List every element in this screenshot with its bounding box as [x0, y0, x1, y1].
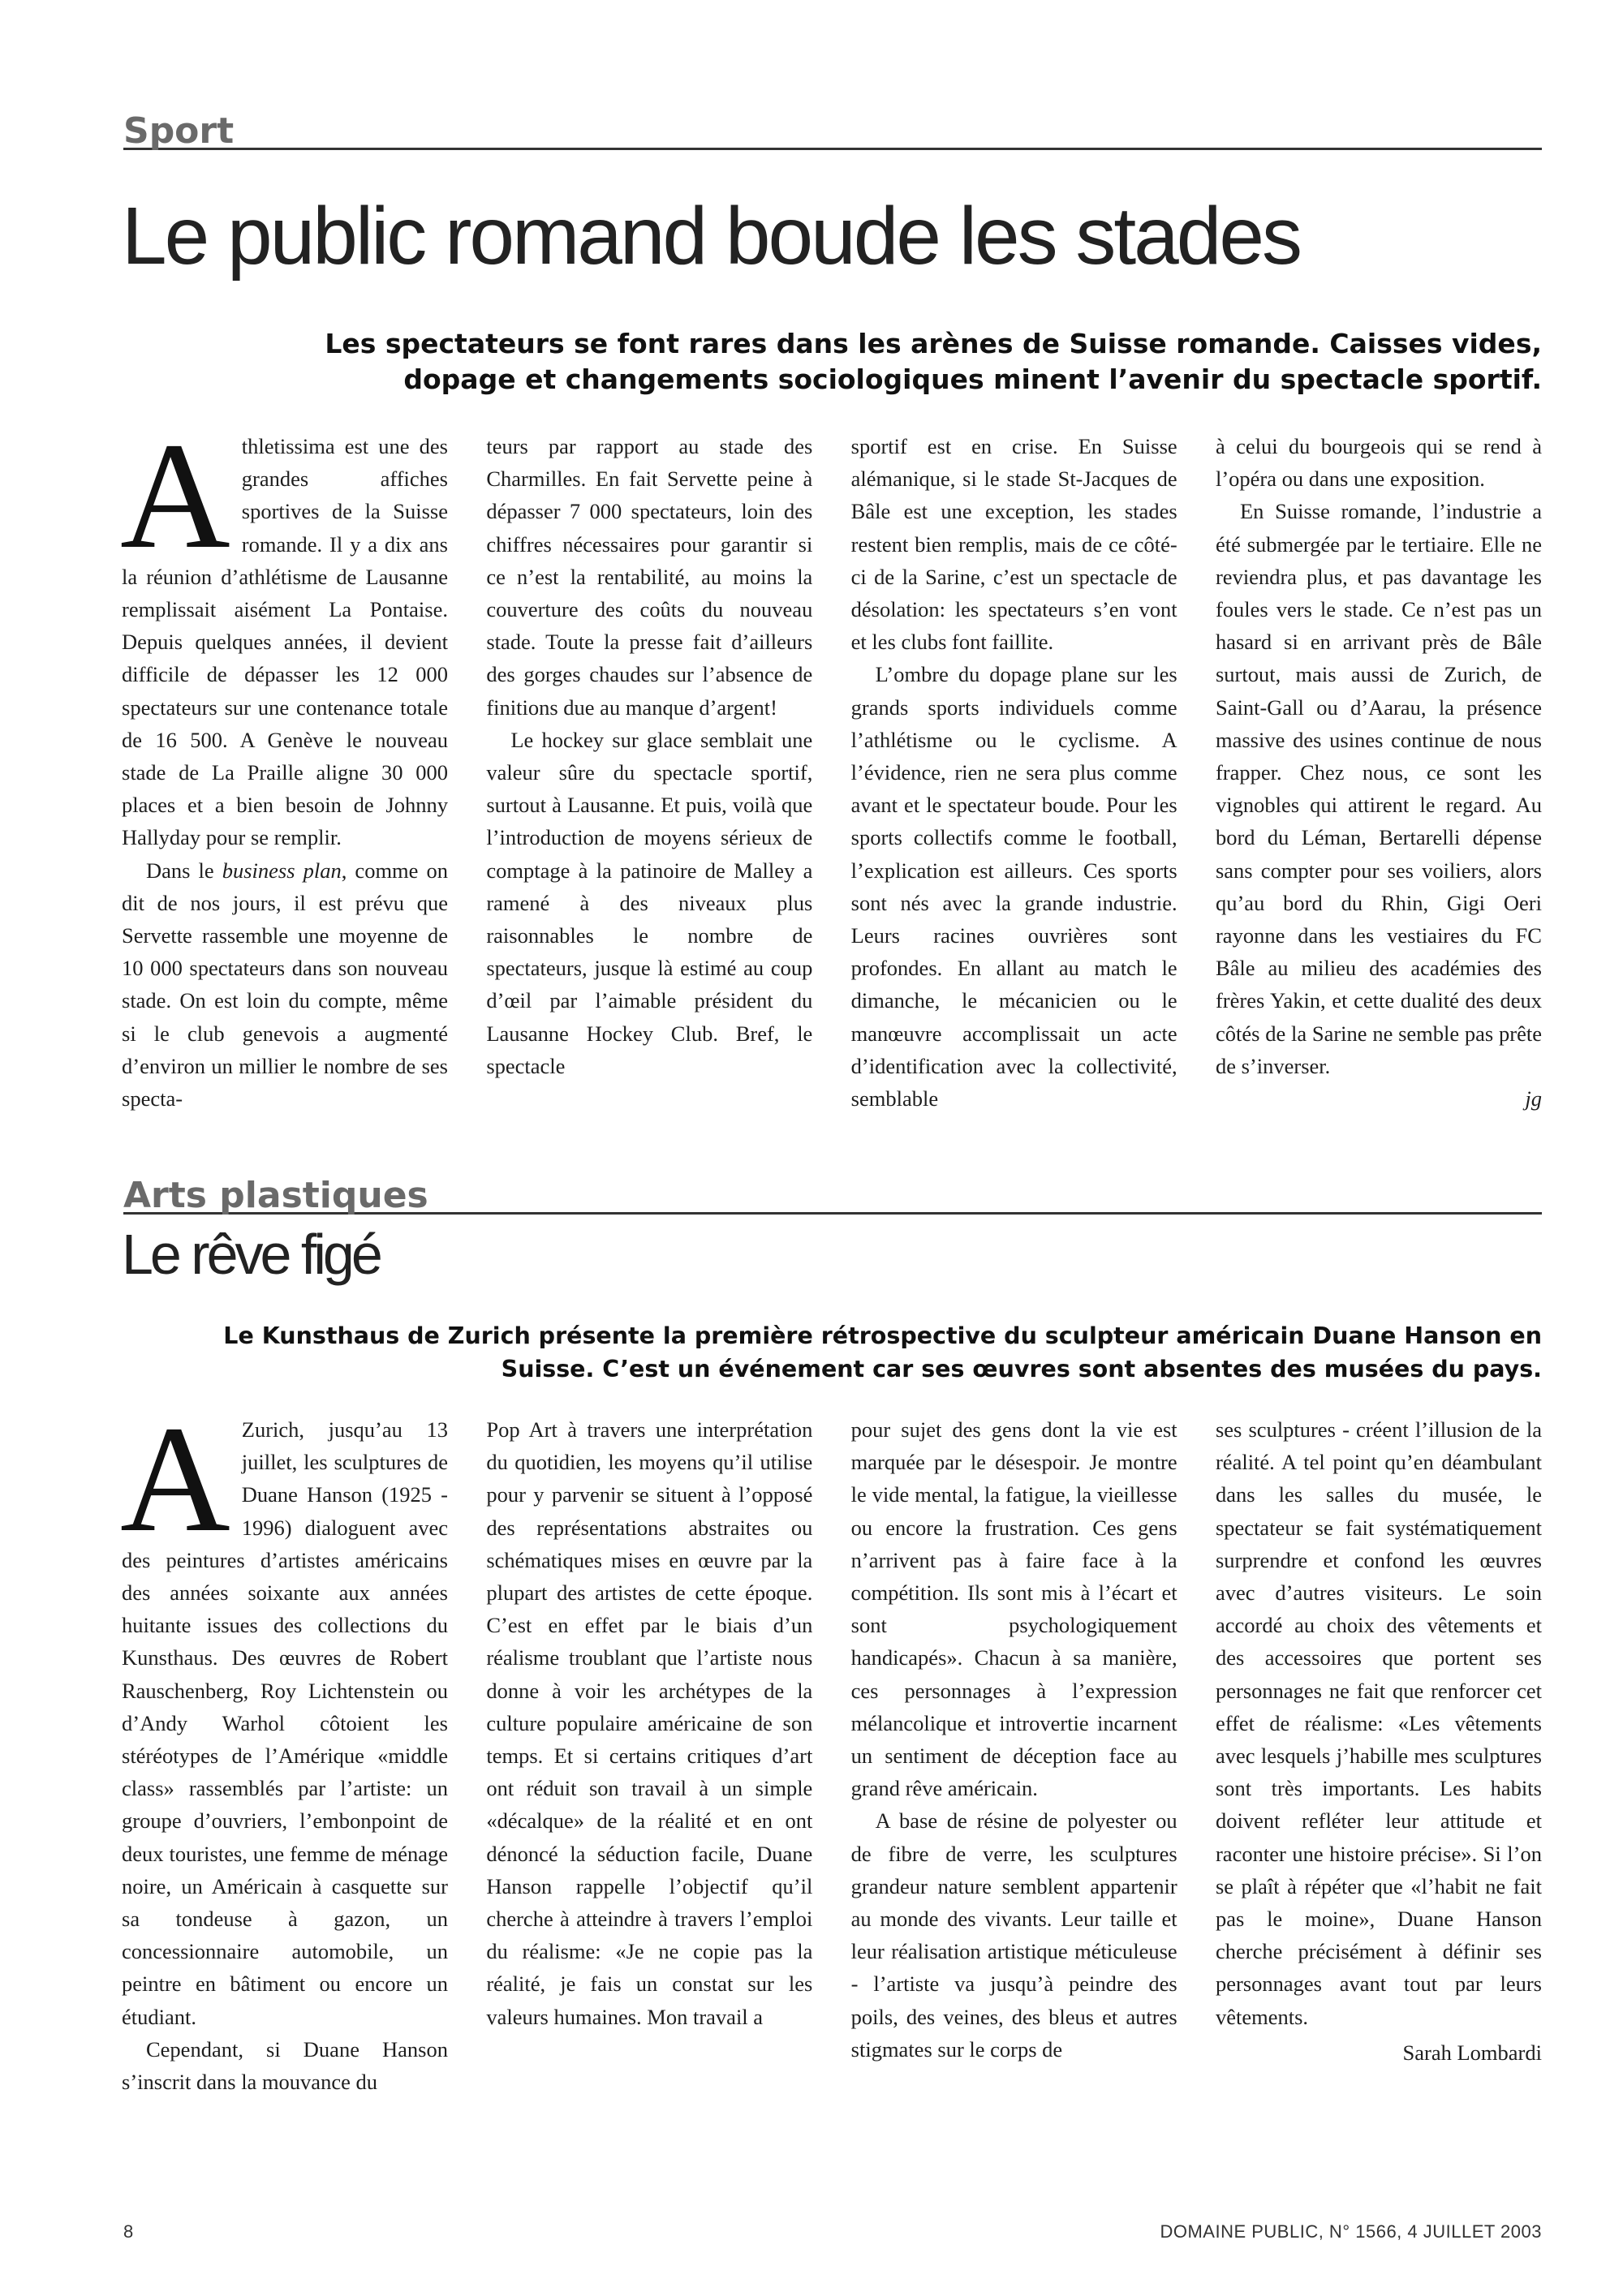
article-body-arts — [120, 1394, 1542, 2098]
paragraph: pour sujet des gens dont la vie est marquée par le désespoir. Je montre le vide mental, la fatigue, la vieillesse ou encore la frustration. Ces gens n’arrivent pas à faire face à la compétition. Ils sont mis à l’écart et sont psychologiquement handicapés». Chacun à sa manière, ces personnages à l’expression mélancolique et introvertie incarnent un sentiment de déception face au grand rêve américain. — [850, 1417, 1177, 1801]
paragraph: Le hockey sur glace semblait une valeur sûre du spectacle sportif, surtout à Lausanne. Et puis, voilà que l’introduction de moyens sérieux de comptage à la patinoire de Malley a ramené à des niveaux plus raisonnables le nombre de spectateurs, jusque là estimé au coup d’œil par l’aimable président du Lausanne Hockey Club. Bref, le spectacle — [486, 727, 813, 1078]
article-lede-sport: Les spectateurs se font rares dans les arènes de Suisse romande. Caisses vides, dopage et changements sociologiques minent l’avenir du spectacle sportif. — [325, 328, 1542, 395]
paragraph: Cependant, si Duane Hanson s’inscrit dans la mouvance du — [122, 2036, 448, 2095]
italic-term: business plan — [222, 858, 342, 883]
article-headline-arts: Le rêve figé — [122, 1223, 380, 1286]
paragraph: sportif est en crise. En Suisse alémanique, si le stade St-Jacques de Bâle est une exception, les stades restent bien remplis, mais de ce côté-ci de la Sarine, c’est un spectacle de désolation: les spectateurs s’en vont et les clubs font faillite. — [850, 434, 1177, 655]
author-name: Sarah Lombardi — [1402, 2040, 1542, 2065]
column-3 — [851, 430, 1177, 1115]
paragraph: thletissima est une des grandes affiches sportives de la Suisse romande. Il y a dix ans la réunion d’athlétisme de Lausanne remplissait aisément La Pontaise. Depuis quelques années, il devient difficile de dépasser les 12 000 spectateurs sur une contenance totale de 16 500. A Genève le nouveau stade de La Praille aligne 30 000 places et a bien besoin de Johnny Hallyday pour se remplir. — [122, 434, 448, 850]
column-2 — [486, 430, 812, 1115]
paragraph: à celui du bourgeois qui se rend à l’opéra ou dans une exposition. — [1215, 434, 1542, 492]
section-label-sport — [123, 109, 1542, 150]
author-initials: jg — [1525, 1086, 1542, 1111]
paragraph — [122, 854, 448, 1116]
paragraph: En Suisse romande, l’industrie a été submergée par le tertiaire. Elle ne reviendra plus, et pas davantage les foules vers le stade. Ce n’est pas un hasard si en arrivant près de Bâle surtout, mais aussi de Zurich, de Saint-Gall ou d’Aarau, la présence massive des usines continue de nous frapper. Chez nous, ce sont les vignobles qui attirent le regard. Au bord du Léman, Bertarelli dépense sans compter pour ses voiliers, alors qu’au bord du Rhin, Gigi Oeri rayonne dans les vestiaires du FC Bâle au milieu des académies des frères Yakin, et cette dualité des deux côtés de la Sarine ne semble pas prête de s’inverser. — [1215, 499, 1542, 1078]
text-run: , comme on dit de nos jours, il est prévu que Servette rassemble une moyenne de 10 000 spectateurs dans son nouveau stade. On est loin du compte, même si le club genevois a augmenté d’environ un millier le nombre de ses specta- — [122, 858, 448, 1111]
drop-cap: A — [120, 411, 230, 580]
article-lede-arts: Le Kunsthaus de Zurich présente la première rétrospective du sculpteur américain Duane Hanson en Suisse. C’est un événement car ses œuvres sont absentes des musées du pays. — [223, 1322, 1542, 1382]
section-label-arts — [123, 1173, 1542, 1215]
article-headline-sport: Le public romand boude les stades — [122, 191, 1301, 282]
section-label-text: Arts plastiques — [123, 1175, 428, 1216]
publication-info: DOMAINE PUBLIC, N° 1566, 4 JUILLET 2003 — [1160, 2221, 1542, 2242]
section-label-text: Sport — [123, 110, 235, 152]
column-4 — [1216, 430, 1542, 1115]
paragraph: teurs par rapport au stade des Charmilles. En fait Servette peine à dépasser 7 000 spectateurs, loin des chiffres nécessaires pour garantir si ce n’est la rentabilité, au moins la couverture des coûts du nouveau stade. Toute la presse fait d’ailleurs des gorges chaudes sur l’absence de finitions due au manque d’argent! — [486, 434, 813, 720]
column-1 — [120, 411, 448, 1115]
paragraph: L’ombre du dopage plane sur les grands sports individuels comme l’athlétisme ou le cyclisme. A l’évidence, rien ne sera plus comme avant et le spectateur boude. Pour les sports collectifs comme le football, l’explication est ailleurs. Ces sports sont nés avec la grande industrie. Leurs racines ouvrières sont profondes. En allant au match le dimanche, le mécanicien ou le manœuvre accomplissait un acte d’identification avec la collectivité, semblable — [850, 662, 1177, 1111]
page-number: 8 — [123, 2221, 134, 2242]
column-2 — [486, 1413, 812, 2098]
drop-cap: A — [120, 1394, 230, 1563]
paragraph: ses sculptures - créent l’illusion de la réalité. A tel point qu’en déambulant dans les salles du musée, le spectateur se fait systématiquement surprendre et confond les œuvres avec d’autres visiteurs. Le soin accordé au choix des vêtements et des accessoires que portent ses personnages ne fait que renforcer cet effet de réalisme: «Les vêtements avec lesquels j’habille mes sculptures sont très importants. Les habits doivent refléter leur attitude et raconter une histoire précise». Si l’on se plaît à répéter que «l’habit ne fait pas le moine», Duane Hanson cherche précisément à définir ses personnages avant tout par leurs vêtements. — [1215, 1417, 1542, 2029]
paragraph: Zurich, jusqu’au 13 juillet, les sculptures de Duane Hanson (1925 - 1996) dialoguent avec des peintures d’artistes américains des années soixante aux années huitante issues des collections du Kunsthaus. Des œuvres de Robert Rauschenberg, Roy Lichtenstein ou d’Andy Warhol côtoient les stéréotypes de l’Amérique «middle class» rassemblés par l’artiste: un groupe d’ouvriers, l’embonpoint de deux touristes, une femme de ménage noire, un Américain à casquette sur sa tondeuse à gazon, un concessionnaire automobile, un peintre en bâtiment ou encore un étudiant. — [122, 1417, 448, 2029]
column-1 — [120, 1394, 448, 2098]
article-body-sport — [120, 411, 1542, 1115]
column-3 — [851, 1413, 1177, 2098]
paragraph: Pop Art à travers une interprétation du quotidien, les moyens qu’il utilise pour y parvenir se situent à l’opposé des représentations abstraites ou schématiques mises en œuvre par la plupart des artistes de cette époque. C’est en effet par le biais d’un réalisme troublant que l’artiste nous donne à voir les archétypes de la culture populaire américaine de son temps. Et si certains critiques d’art ont réduit son travail à un simple «décalque» de la réalité et en ont dénoncé la séduction facile, Duane Hanson rappelle l’objectif qu’il cherche à atteindre à travers l’emploi du réalisme: «Je ne copie pas la réalité, je fais un constat sur les valeurs humaines. Mon travail a — [486, 1417, 813, 2029]
text-run: Dans le — [146, 858, 222, 883]
column-4 — [1216, 1413, 1542, 2098]
paragraph: A base de résine de polyester ou de fibre de verre, les sculptures grandeur nature semblent appartenir au monde des vivants. Leur taille et leur réalisation artistique méticuleuse - l’artiste va jusqu’à peindre des poils, des veines, des bleus et autres stigmates sur le corps de — [850, 1808, 1177, 2062]
